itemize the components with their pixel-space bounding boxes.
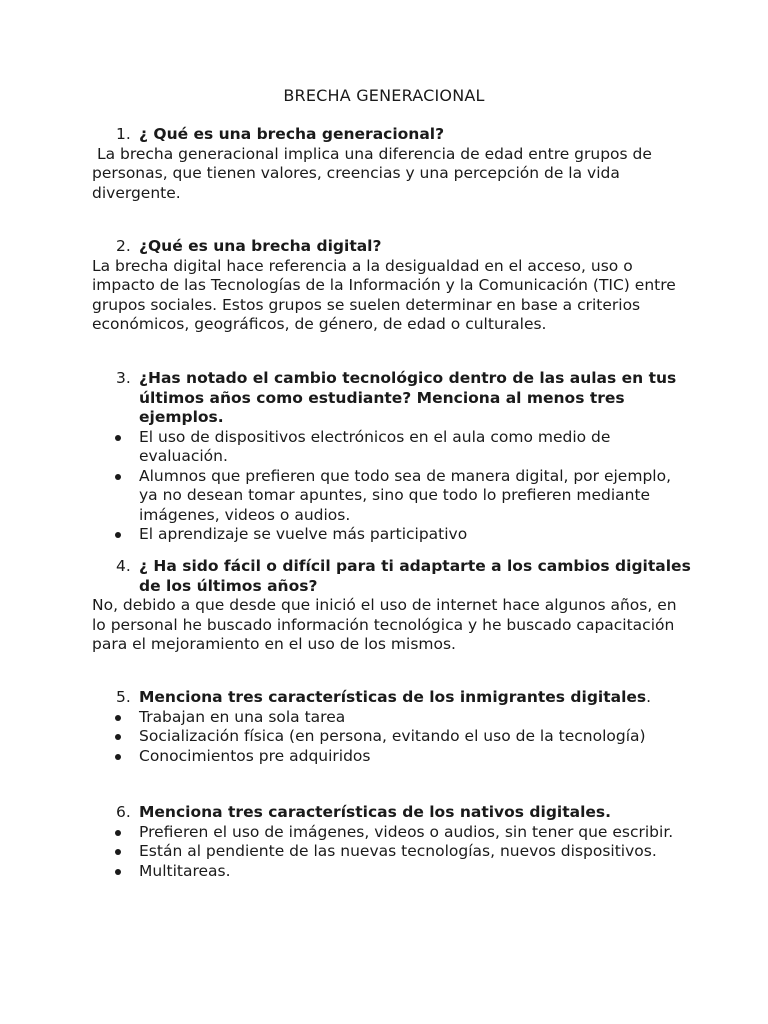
bullet-icon: [115, 474, 121, 480]
question-number: 4.: [116, 557, 131, 575]
answer-4: No, debido a que desde que inició el uso de internet hace algunos años, en lo personal he buscado información tecnológica y he buscado capacitación para el mejoramiento en el uso de los mismos.: [92, 596, 677, 653]
question-6: [92, 803, 692, 823]
question-text: ¿ Ha sido fácil o difícil para ti adaptarte a los cambios digitales de los últimos años?: [139, 557, 691, 595]
list-item: Están al pendiente de las nuevas tecnologías, nuevos dispositivos.: [92, 842, 692, 862]
list-item: El uso de dispositivos electrónicos en el aula como medio de evaluación.: [92, 428, 692, 467]
question-number: 3.: [116, 369, 131, 387]
bullet-icon: [115, 830, 121, 836]
question-text: ¿ Qué es una brecha generacional?: [139, 125, 445, 143]
question-suffix: .: [646, 688, 652, 706]
bullet-icon: [115, 754, 121, 760]
bullet-icon: [115, 734, 121, 740]
section-4: [92, 557, 692, 655]
question-text: ¿Qué es una brecha digital?: [139, 237, 382, 255]
bullet-list-5: [92, 708, 692, 767]
bullet-icon: [115, 869, 121, 875]
bullet-list-3: [92, 428, 692, 545]
question-number: 2.: [116, 237, 131, 255]
answer-1: La brecha generacional implica una diferencia de edad entre grupos de personas, que tienen valores, creencias y una percepción de la vida divergente.: [92, 144, 657, 202]
bullet-icon: [115, 715, 121, 721]
question-1: [92, 125, 692, 145]
question-number: 5.: [116, 688, 131, 706]
bullet-icon: [115, 435, 121, 441]
list-item: Trabajan en una sola tarea: [92, 708, 692, 728]
section-2: [92, 237, 692, 335]
section-5: [92, 688, 692, 766]
document-title: BRECHA GENERACIONAL: [283, 86, 485, 105]
question-text: Menciona tres características de los nativos digitales.: [139, 803, 612, 821]
list-item: Prefieren el uso de imágenes, videos o audios, sin tener que escribir.: [92, 823, 692, 843]
question-5: [92, 688, 692, 708]
bullet-icon: [115, 532, 121, 538]
list-item: Conocimientos pre adquiridos: [92, 747, 692, 767]
question-4: [92, 557, 692, 596]
answer-2: La brecha digital hace referencia a la desigualdad en el acceso, uso o impacto de las Tecnologías de la Información y la Comunicación (TIC) entre grupos sociales. Estos grupos se suelen determinar en base a criterios económicos, geográficos, de género, de edad o culturales.: [92, 256, 676, 333]
question-3: [92, 369, 692, 428]
question-number: 6.: [116, 803, 131, 821]
question-number: 1.: [116, 125, 131, 143]
question-2: [92, 237, 692, 257]
list-item: Multitareas.: [92, 862, 692, 882]
section-1: [92, 125, 692, 203]
bullet-list-6: [92, 823, 692, 882]
question-text: Menciona tres características de los inmigrantes digitales: [139, 688, 647, 706]
list-item: Socialización física (en persona, evitando el uso de la tecnología): [92, 727, 692, 747]
section-6: [92, 803, 692, 881]
list-item: El aprendizaje se vuelve más participativo: [92, 525, 692, 545]
section-3: [92, 369, 692, 545]
question-text: ¿Has notado el cambio tecnológico dentro de las aulas en tus últimos años como estudiante? Menciona al menos tres ejemplos.: [139, 369, 677, 426]
list-item: Alumnos que prefieren que todo sea de manera digital, por ejemplo, ya no desean tomar apuntes, sino que todo lo prefieren mediante imágenes, videos o audios.: [92, 467, 692, 526]
bullet-icon: [115, 849, 121, 855]
